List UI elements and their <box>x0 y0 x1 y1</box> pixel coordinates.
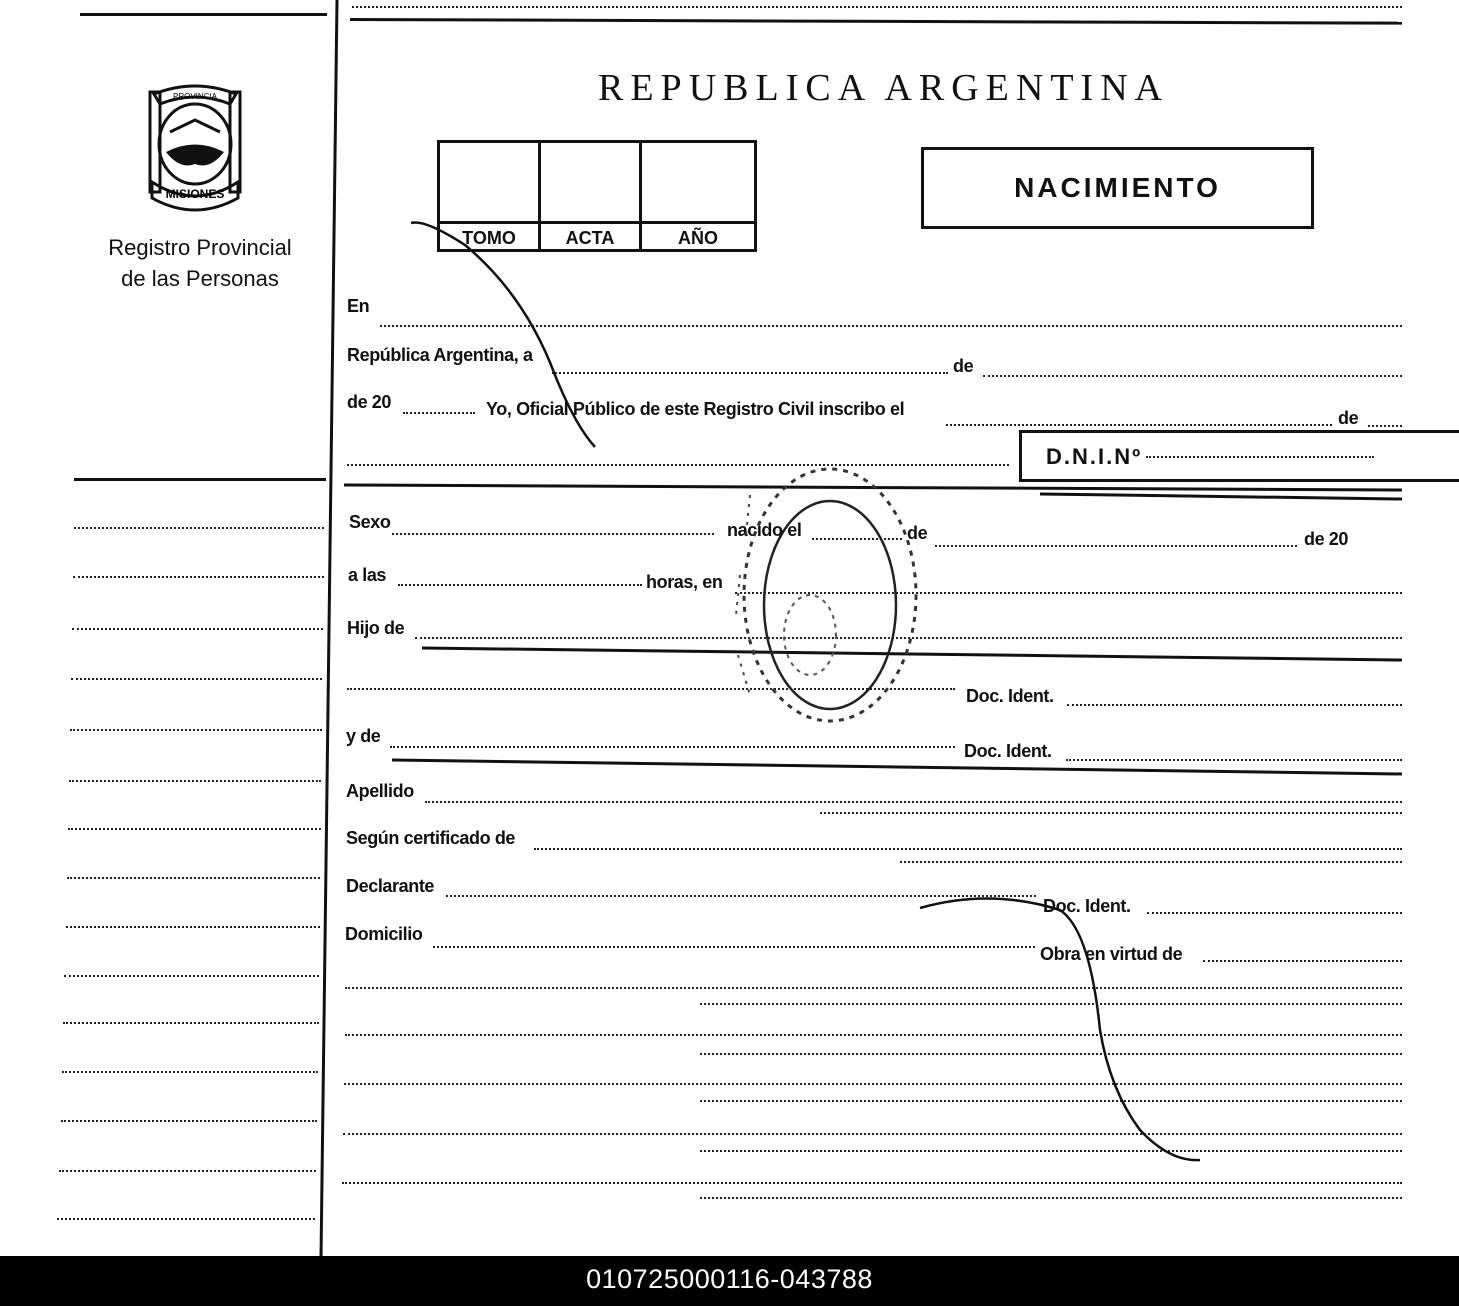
seal-misiones-text: MISIONES <box>165 187 225 201</box>
sexo-field[interactable] <box>392 533 714 535</box>
acta-label: ACTA <box>541 221 642 252</box>
left-mid-rule <box>74 478 326 481</box>
tomo-cell[interactable] <box>440 143 541 221</box>
margin-line <box>59 1170 316 1172</box>
sexo-label: Sexo <box>349 512 391 532</box>
acta-cell[interactable] <box>541 143 642 221</box>
de-label-1: de <box>953 356 974 376</box>
day-field[interactable] <box>552 372 948 374</box>
margin-line <box>66 926 320 928</box>
margin-line <box>61 1120 317 1122</box>
tomo-label: TOMO <box>440 221 541 252</box>
registry-line-2: de las Personas <box>121 266 279 291</box>
document-code-bar: 010725000116-043788 <box>0 1256 1459 1306</box>
domicilio-label: Domicilio <box>345 924 423 944</box>
column-divider <box>315 0 345 1260</box>
dni-field[interactable] <box>1146 456 1374 458</box>
de20-label-2: de 20 <box>1304 529 1349 549</box>
record-type-box: NACIMIENTO <box>921 147 1314 229</box>
seal-top-text: PROVINCIA <box>172 92 218 101</box>
apellido-field-2[interactable] <box>820 812 1402 814</box>
a-las-label: a las <box>348 565 387 585</box>
margin-line <box>69 780 321 782</box>
margin-line <box>68 828 321 830</box>
dni-box[interactable] <box>1019 430 1459 482</box>
de-label-3: de <box>907 523 928 543</box>
obra-label: Obra en virtud de <box>1040 944 1183 964</box>
margin-line <box>67 877 320 879</box>
de-label-2: de <box>1338 408 1359 428</box>
declarante-label: Declarante <box>346 876 435 896</box>
anio-cell[interactable] <box>642 143 754 221</box>
year-label: de 20 <box>347 392 392 412</box>
notes-line[interactable] <box>700 1197 1402 1199</box>
margin-line <box>72 628 323 630</box>
registry-line-1: Registro Provincial <box>108 235 292 260</box>
dni-label: D.N.I.Nº <box>1046 444 1143 469</box>
hour-field[interactable] <box>398 584 642 586</box>
y-de-label: y de <box>346 726 381 746</box>
father-doc-field[interactable] <box>1067 704 1402 706</box>
misiones-seal-icon <box>140 82 250 212</box>
republica-label: República Argentina, a <box>347 345 533 365</box>
horas-en-label: horas, en <box>646 572 723 592</box>
apellido-field[interactable] <box>425 801 1402 803</box>
registry-name <box>60 232 340 294</box>
notes-line[interactable] <box>344 1083 1402 1085</box>
notes-line[interactable] <box>342 1182 1402 1184</box>
country-title: REPUBLICA ARGENTINA <box>598 67 1170 109</box>
margin-line <box>62 1071 318 1073</box>
doc-ident-label-3: Doc. Ident. <box>1043 896 1131 916</box>
margin-line <box>64 975 319 977</box>
margin-line <box>73 576 324 578</box>
notes-line[interactable] <box>345 1034 1402 1036</box>
obra-field[interactable] <box>1203 960 1402 962</box>
inscribe-field-2[interactable] <box>1368 425 1402 427</box>
certificado-field[interactable] <box>534 848 1402 850</box>
margin-line <box>71 678 322 680</box>
apellido-label: Apellido <box>346 781 414 801</box>
birth-month-field[interactable] <box>935 545 1297 547</box>
cancel-stroke-top <box>405 215 605 455</box>
notes-line[interactable] <box>345 987 1402 989</box>
left-top-rule <box>80 13 327 16</box>
nacido-label: nacido el <box>727 520 802 540</box>
hijo-de-label: Hijo de <box>347 618 405 638</box>
officer-statement: Yo, Oficial Público de este Registro Civil inscribo el <box>486 399 905 419</box>
certificado-field-2[interactable] <box>900 861 1402 863</box>
mother-rule <box>390 754 1410 780</box>
doc-ident-label-1: Doc. Ident. <box>966 686 1054 706</box>
margin-line <box>63 1022 319 1024</box>
month-field[interactable] <box>983 375 1402 377</box>
anio-label: AÑO <box>642 221 754 252</box>
margin-line <box>74 527 324 529</box>
notes-line[interactable] <box>343 1133 1402 1135</box>
en-label: En <box>347 296 370 316</box>
official-stamp-icon <box>710 455 930 755</box>
margin-line <box>57 1218 315 1220</box>
inscribe-field[interactable] <box>946 424 1332 426</box>
margin-line <box>70 729 322 731</box>
segun-label: Según certificado de <box>346 828 516 848</box>
top-dotted-line <box>352 6 1402 8</box>
cancel-stroke-bottom <box>900 890 1210 1170</box>
main-top-rule <box>350 18 1402 25</box>
doc-ident-label-2: Doc. Ident. <box>964 741 1052 761</box>
